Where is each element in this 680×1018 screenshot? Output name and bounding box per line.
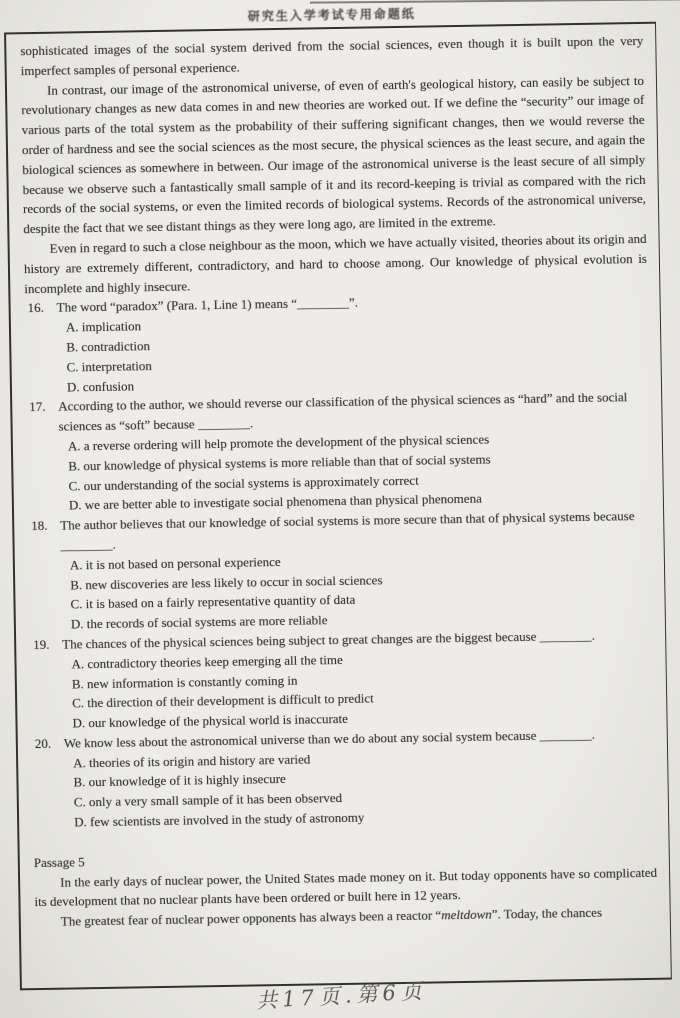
options-list: [61, 546, 653, 635]
option-b: B. contradiction: [66, 338, 151, 355]
option-b: B. our knowledge of it is highly insecure: [73, 771, 286, 790]
options-list: [64, 743, 656, 832]
option-d: D. our knowledge of the physical world is inaccurate: [72, 710, 349, 731]
question-stem: The author believes that our knowledge of social systems is more secure than that of physical systems because ________.: [60, 508, 635, 553]
options-list: [62, 645, 654, 734]
passage5-paragraph-1: In the early days of nuclear power, the United States made money on it. But today opponents have so complicated its development that no nuclear plants have been ordered or built here in 12 years.: [34, 864, 658, 910]
option-c: C. our understanding of the social systems is approximately correct: [68, 472, 419, 494]
option-c: C. the direction of their development is difficult to predict: [72, 690, 374, 711]
question-20: [32, 724, 657, 833]
passage-paragraph-moon: Even in regard to such a close neighbour as the moon, which we have actually visited, theories about its origin and history are extremely different, contradictory, and hard to choose among. Our knowledge of physical evolution is incomplete and highly insecure.: [23, 230, 648, 296]
question-18: [28, 506, 653, 635]
option-c: C. it is based on a fairly representative quantity of data: [70, 592, 356, 612]
passage5-para2-suffix: ”. Today, the chances: [491, 904, 603, 922]
passage5-para2-italic-word: meltdown: [441, 906, 492, 923]
handwritten-page-note: 共17页.第6页: [255, 978, 428, 1014]
option-b: B. new information is constantly coming in: [71, 672, 298, 691]
question-stem: We know less about the astronomical universe than we do about any social system because ________.: [63, 726, 596, 751]
option-a: A. contradictory theories keep emerging all the time: [71, 651, 343, 672]
option-b: B. new discoveries are less likely to occur in social sciences: [70, 571, 383, 592]
question-stem: According to the author, we should reverse our classification of the physical sciences as “hard” and the social sciences as “soft” because ________.: [58, 389, 628, 434]
question-number: 18.: [31, 517, 48, 534]
question-17: [26, 387, 651, 516]
option-c: C. interpretation: [66, 357, 152, 375]
option-c: C. only a very small sample of it has been observed: [73, 790, 343, 810]
option-a: A. theories of its origin and history are varied: [73, 751, 311, 771]
question-16: [24, 288, 649, 397]
options-list: [59, 427, 651, 516]
page-title: 研究生入学考试专用命题纸: [247, 6, 416, 24]
option-d: D. confusion: [66, 377, 135, 395]
passage-continuation: sophisticated images of the social system derived from the social sciences, even though it is built upon the very imperfect samples of personal experience.: [20, 32, 644, 79]
option-a: A. it is not based on personal experience: [69, 553, 281, 573]
question-number: 20.: [34, 735, 52, 751]
document-sheet: [4, 22, 672, 991]
question-number: 17.: [29, 399, 46, 415]
option-d: D. few scientists are involved in the study of astronomy: [74, 809, 365, 830]
option-d: D. we are better able to investigate social phenomena than physical phenomena: [68, 490, 482, 513]
question-number: 16.: [27, 300, 44, 316]
option-d: D. the records of social systems are more reliable: [70, 612, 328, 632]
question-number: 19.: [33, 636, 50, 653]
question-stem: The word “paradox” (Para. 1, Line 1) means “________”.: [56, 295, 359, 316]
question-19: [30, 625, 655, 734]
passage-paragraph-contrast: In contrast, our image of the astronomical universe, of even of earth's geological history, can easily be subject to revolutionary changes as new data comes in and new theories are worked out. If we define the “security” our image of various parts of the total system as the probability of their suffering significant changes, then we would reverse the order of hardness and see the social sciences as the most secure, the physical sciences as the least secure, and again the biological sciences as somewhere in between. Our image of the astronomical universe is the least secure of all simply because we observe such a fantastically small sample of it and its record-keeping is trivial as compared with the rich records of the social systems, or even the limited records of biological systems. Records of the astronomical universe, despite the fact that we see distant things as they were long ago, are limited in the extreme.: [21, 72, 647, 237]
option-b: B. our knowledge of physical systems is more reliable than that of social systems: [68, 451, 491, 474]
passage5-para2-prefix: The greatest fear of nuclear power opponents has always been a reactor “: [60, 907, 442, 929]
option-a: A. implication: [65, 318, 142, 335]
passage5-label: Passage 5: [33, 854, 85, 870]
option-a: A. a reverse ordering will help promote the development of the physical sciences: [67, 431, 490, 454]
question-stem: The chances of the physical sciences being subject to great changes are the biggest because ________.: [62, 627, 596, 652]
options-list: [57, 308, 649, 397]
